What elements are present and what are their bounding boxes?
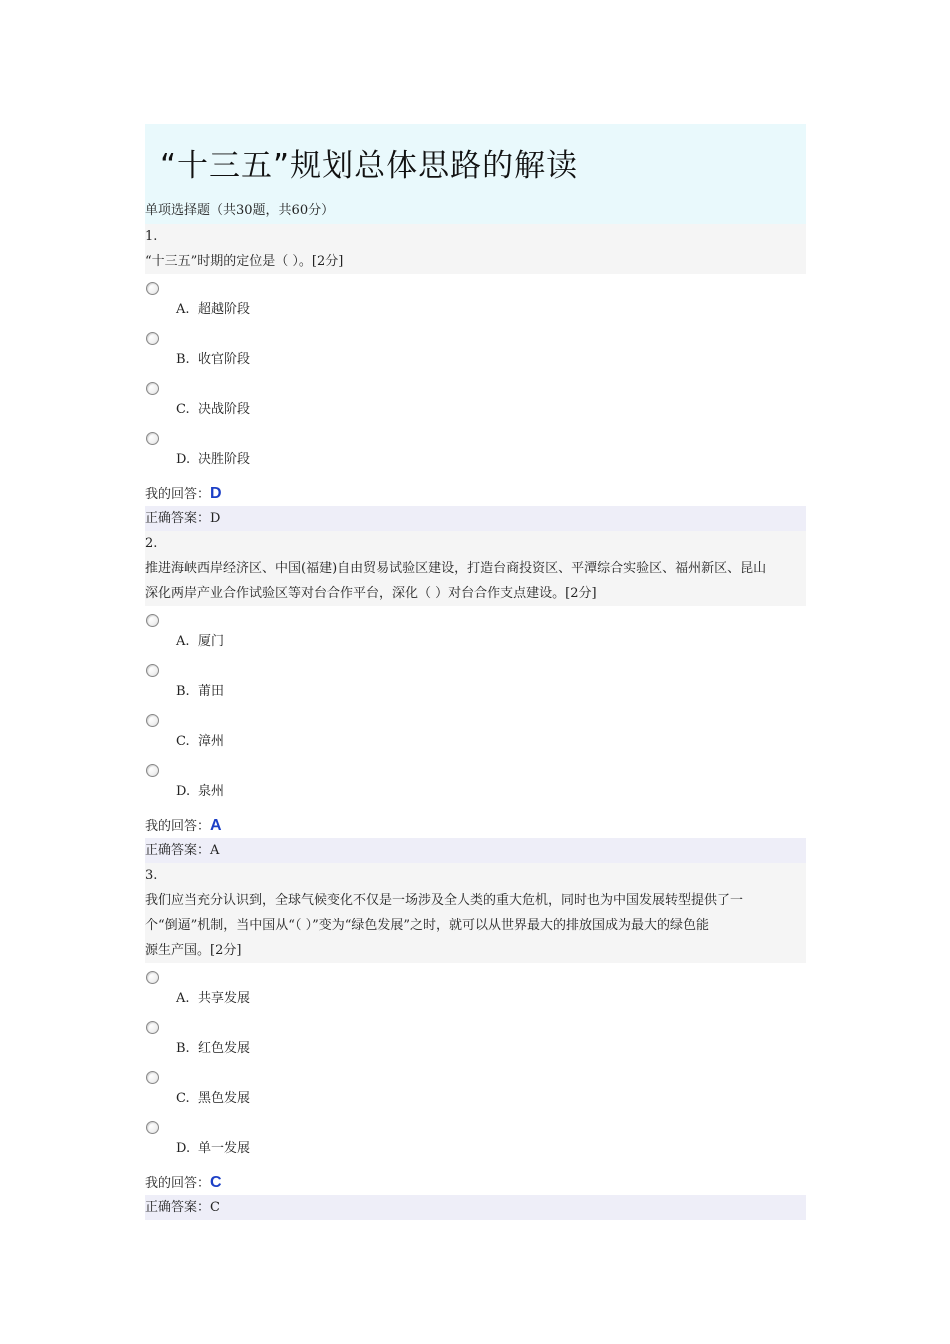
radio-button-icon[interactable] — [146, 332, 159, 345]
question-number: 2. — [145, 536, 158, 551]
question-number: 3. — [145, 868, 158, 883]
correct-answer-value: D — [210, 511, 221, 526]
question-text: “十三五”时期的定位是（ ）。[2分] — [145, 254, 344, 269]
my-answer-label: 我的回答： — [145, 487, 211, 502]
option-letter: C. — [176, 734, 190, 749]
page-title: “十三五”规划总体思路的解读 — [160, 148, 579, 184]
option-label — [176, 1040, 250, 1058]
option-text: 决战阶段 — [198, 402, 251, 417]
option-text: 决胜阶段 — [198, 452, 251, 467]
option-item[interactable] — [145, 279, 806, 329]
option-label — [176, 733, 224, 751]
option-item[interactable] — [145, 429, 806, 479]
radio-button-icon[interactable] — [146, 664, 159, 677]
option-item[interactable] — [145, 1118, 806, 1168]
radio-button-icon[interactable] — [146, 432, 159, 445]
option-label — [176, 683, 224, 701]
option-item[interactable] — [145, 1068, 806, 1118]
option-letter: A. — [176, 302, 190, 317]
option-text: 超越阶段 — [198, 302, 251, 317]
question-list — [145, 224, 806, 1220]
question-text: 推进海峡西岸经济区、中国(福建)自由贸易试验区建设，打造台商投资区、平潭综合实验区、福州新区、昆山 — [145, 561, 767, 576]
option-label — [176, 351, 250, 369]
question-number: 1. — [145, 229, 158, 244]
question-text: 个“倒逼”机制，当中国从“（ ）”变为“绿色发展”之时，就可以从世界最大的排放国成为最大的绿色能 — [145, 918, 710, 933]
option-label — [176, 1090, 250, 1108]
option-list — [145, 611, 806, 811]
my-answer — [145, 481, 806, 506]
my-answer — [145, 813, 806, 838]
option-text: 泉州 — [198, 784, 225, 799]
radio-button-icon[interactable] — [146, 382, 159, 395]
option-letter: C. — [176, 402, 190, 417]
radio-button-icon[interactable] — [146, 1121, 159, 1134]
question-block — [145, 224, 806, 531]
option-text: 黑色发展 — [198, 1091, 251, 1106]
option-item[interactable] — [145, 379, 806, 429]
my-answer-value: A — [210, 817, 222, 834]
correct-answer — [145, 838, 806, 863]
option-label — [176, 401, 250, 419]
option-label — [176, 451, 250, 469]
option-text: 单一发展 — [198, 1141, 251, 1156]
question-text: 我们应当充分认识到，全球气候变化不仅是一场涉及全人类的重大危机，同时也为中国发展转型提供了一 — [145, 893, 744, 908]
option-letter: D. — [176, 1141, 191, 1156]
header-banner — [145, 124, 806, 224]
question-stem — [145, 531, 806, 606]
option-letter: D. — [176, 452, 191, 467]
my-answer-value: D — [210, 485, 222, 502]
option-item[interactable] — [145, 711, 806, 761]
correct-answer-label: 正确答案： — [145, 1200, 211, 1215]
option-letter: B. — [176, 352, 190, 367]
option-text: 厦门 — [198, 634, 225, 649]
option-item[interactable] — [145, 661, 806, 711]
question-text: 源生产国。[2分] — [145, 943, 242, 958]
option-text: 收官阶段 — [198, 352, 251, 367]
option-text: 红色发展 — [198, 1041, 251, 1056]
question-text: 深化两岸产业合作试验区等对台合作平台，深化（ ）对台合作支点建设。[2分] — [145, 586, 597, 601]
option-list — [145, 968, 806, 1168]
option-label — [176, 301, 250, 319]
radio-button-icon[interactable] — [146, 282, 159, 295]
option-label — [176, 783, 224, 801]
question-block — [145, 863, 806, 1220]
correct-answer-value: A — [210, 843, 220, 858]
option-item[interactable] — [145, 968, 806, 1018]
option-item[interactable] — [145, 611, 806, 661]
option-letter: B. — [176, 684, 190, 699]
question-stem — [145, 224, 806, 274]
correct-answer-label: 正确答案： — [145, 511, 211, 526]
option-text: 共享发展 — [198, 991, 251, 1006]
correct-answer — [145, 506, 806, 531]
option-label — [176, 990, 250, 1008]
my-answer-value: C — [210, 1174, 222, 1191]
correct-answer — [145, 1195, 806, 1220]
option-letter: C. — [176, 1091, 190, 1106]
option-text: 漳州 — [198, 734, 225, 749]
radio-button-icon[interactable] — [146, 614, 159, 627]
radio-button-icon[interactable] — [146, 1021, 159, 1034]
option-item[interactable] — [145, 761, 806, 811]
my-answer — [145, 1170, 806, 1195]
radio-button-icon[interactable] — [146, 971, 159, 984]
correct-answer-label: 正确答案： — [145, 843, 211, 858]
correct-answer-value: C — [210, 1200, 220, 1215]
option-letter: D. — [176, 784, 191, 799]
option-label — [176, 1140, 250, 1158]
radio-button-icon[interactable] — [146, 714, 159, 727]
question-block — [145, 531, 806, 863]
option-item[interactable] — [145, 1018, 806, 1068]
my-answer-label: 我的回答： — [145, 1176, 211, 1191]
question-stem — [145, 863, 806, 963]
option-item[interactable] — [145, 329, 806, 379]
section-label: 单项选择题（共30题，共60分） — [145, 203, 335, 218]
option-list — [145, 279, 806, 479]
option-letter: B. — [176, 1041, 190, 1056]
exam-page — [145, 124, 806, 1220]
option-label — [176, 633, 224, 651]
my-answer-label: 我的回答： — [145, 819, 211, 834]
option-letter: A. — [176, 634, 190, 649]
radio-button-icon[interactable] — [146, 764, 159, 777]
option-letter: A. — [176, 991, 190, 1006]
radio-button-icon[interactable] — [146, 1071, 159, 1084]
option-text: 莆田 — [198, 684, 225, 699]
